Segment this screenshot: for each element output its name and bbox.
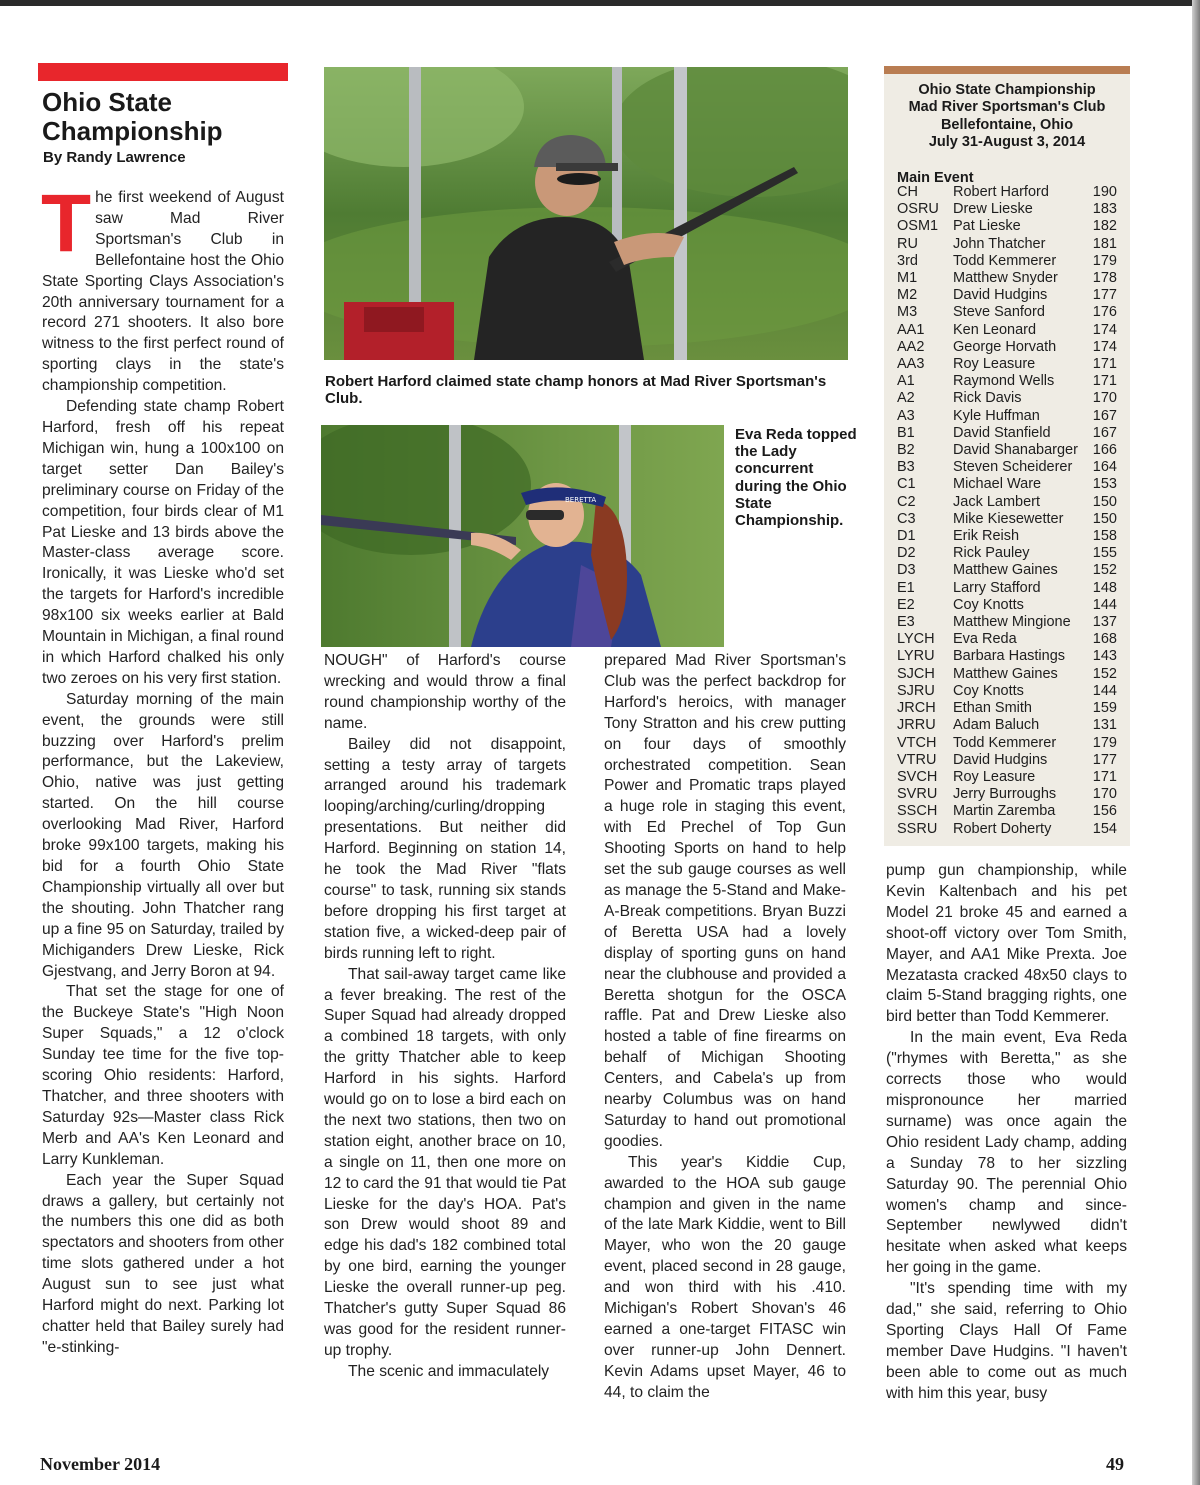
sidebar-heading: [884, 82, 1130, 152]
result-shooter: David Shanabarger: [953, 442, 1078, 459]
result-row: [897, 304, 1117, 321]
paragraph: NOUGH" of Harford's course wrecking and would throw a final round championship worthy of the name.: [324, 652, 566, 732]
result-row: [897, 494, 1117, 511]
result-class: A2: [897, 390, 915, 407]
paragraph: That set the stage for one of the Buckeye State's "High Noon Super Squads," a 12 o'clock Sunday tee time for the five top-scoring Ohio residents: Harford, Thatcher, and three shooters with Saturday 92s—Master class Rick Merb and AA's Ken Leonard and Larry Kunkleman.: [42, 983, 284, 1168]
page-top-edge: [0, 0, 1200, 6]
result-row: [897, 769, 1117, 786]
result-score: 176: [1092, 304, 1117, 321]
result-score: 170: [1092, 390, 1117, 407]
page-binding-edge: [1192, 0, 1200, 1485]
result-shooter: Larry Stafford: [953, 579, 1041, 596]
result-shooter: David Stanfield: [953, 424, 1051, 441]
result-score: 144: [1092, 682, 1117, 699]
result-class: AA3: [897, 356, 925, 373]
paragraph: In the main event, Eva Reda ("rhymes with Beretta," as she corrects those who would mispronounce her married surname) was once again the Ohio resident Lady champ, adding a Sunday 78 to her sizzling Saturday 90. The perennial Ohio women's champ and since-September newlywed didn't hesitate when asked what keeps her going in the game.: [886, 1029, 1127, 1277]
result-class: OSRU: [897, 201, 939, 218]
result-class: A3: [897, 407, 915, 424]
result-score: 164: [1092, 459, 1117, 476]
result-shooter: Michael Ware: [953, 476, 1042, 493]
result-score: 153: [1092, 476, 1117, 493]
result-shooter: Pat Lieske: [953, 218, 1021, 235]
results-sidebar: [884, 66, 1130, 846]
footer-page-number: 49: [1106, 1454, 1124, 1474]
sidebar-heading-line: Bellefontaine, Ohio: [940, 116, 1074, 133]
result-score: 179: [1092, 734, 1117, 751]
result-row: [897, 545, 1117, 562]
result-score: 174: [1092, 321, 1117, 338]
result-class: VTRU: [897, 751, 937, 768]
result-class: E3: [897, 614, 915, 631]
result-row: [897, 786, 1117, 803]
result-class: A1: [897, 373, 915, 390]
result-shooter: Jerry Burroughs: [953, 786, 1057, 803]
result-class: LYCH: [897, 631, 935, 648]
photo-caption-harford: Robert Harford claimed state champ honors at Mad River Sportsman's Club.: [325, 373, 827, 407]
result-score: 171: [1092, 373, 1117, 390]
result-row: [897, 287, 1117, 304]
result-score: 170: [1092, 786, 1117, 803]
result-shooter: Coy Knotts: [953, 596, 1024, 613]
result-class: LYRU: [897, 648, 935, 665]
result-class: B2: [897, 442, 915, 459]
result-score: 144: [1092, 596, 1117, 613]
result-shooter: David Hudgins: [953, 751, 1048, 768]
paragraph: This year's Kiddie Cup, awarded to the HOA sub gauge champion and given in the name of the late Mark Kiddie, went to Bill Mayer, who won the 20 gauge event, placed second in 28 gauge, and won third with his .410. Michigan's Robert Shovan's 46 earned a one-target FITASC win over runner-up John Dennert. Kevin Adams upset Mayer, 46 to 44, to claim the: [604, 1153, 846, 1401]
result-row: [897, 648, 1117, 665]
result-score: 152: [1092, 562, 1117, 579]
photo-eva-reda-image: [321, 425, 724, 647]
result-shooter: Roy Leasure: [953, 768, 1036, 785]
result-score: 182: [1092, 218, 1117, 235]
result-row: [897, 580, 1117, 597]
article-column-3: [604, 651, 846, 1404]
result-class: E1: [897, 579, 915, 596]
result-class: JRCH: [897, 700, 936, 717]
footer-issue: November 2014: [40, 1454, 161, 1474]
result-row: [897, 752, 1117, 769]
photo-eva-reda: [321, 425, 724, 647]
result-score: 150: [1092, 510, 1117, 527]
result-shooter: Rick Davis: [953, 390, 1022, 407]
result-score: 156: [1092, 803, 1117, 820]
result-row: [897, 322, 1117, 339]
result-row: [897, 476, 1117, 493]
title-accent-bar: [38, 63, 288, 81]
result-row: [897, 803, 1117, 820]
result-score: 137: [1092, 614, 1117, 631]
result-score: 166: [1092, 442, 1117, 459]
result-score: 152: [1092, 665, 1117, 682]
result-row: [897, 442, 1117, 459]
result-row: [897, 270, 1117, 287]
result-row: [897, 236, 1117, 253]
result-row: [897, 339, 1117, 356]
photo-caption-reda: Eva Reda topped the Lady concurrent during the Ohio State Championship.: [735, 426, 857, 530]
result-shooter: Mike Kiesewetter: [953, 510, 1064, 527]
photo-robert-harford: [324, 67, 848, 360]
result-row: [897, 821, 1117, 838]
sidebar-subheading: Main Event: [897, 169, 974, 186]
result-shooter: Raymond Wells: [953, 373, 1055, 390]
result-row: [897, 184, 1117, 201]
article-byline: By Randy Lawrence: [43, 149, 186, 166]
results-table: [897, 184, 1117, 838]
sidebar-heading-line: Mad River Sportsman's Club: [908, 99, 1106, 116]
paragraph: "It's spending time with my dad," she said, referring to Ohio Sporting Clays Hall Of Fame member Dave Hudgins. "I haven't been able to come out as much with him this year, busy: [886, 1280, 1127, 1402]
result-row: [897, 459, 1117, 476]
result-score: 150: [1092, 493, 1117, 510]
article-column-2: [324, 651, 566, 1383]
result-score: 155: [1092, 545, 1117, 562]
result-class: M1: [897, 270, 918, 287]
paragraph: pump gun championship, while Kevin Kaltenbach and his pet Model 21 broke 45 and earned a shoot-off victory over Tom Smith, Mayer, and AA1 Mike Prexta. Joe Mezatasta cracked 48x50 clays to claim 5-Stand bragging rights, one bird better than Todd Kemmerer.: [886, 862, 1127, 1026]
result-class: SJCH: [897, 665, 935, 682]
result-class: D1: [897, 528, 916, 545]
result-shooter: Ethan Smith: [953, 700, 1032, 717]
result-row: [897, 218, 1117, 235]
result-shooter: Roy Leasure: [953, 356, 1036, 373]
result-shooter: Todd Kemmerer: [953, 252, 1057, 269]
photo-robert-harford-image: [324, 67, 848, 360]
result-shooter: Matthew Gaines: [953, 562, 1058, 579]
paragraph: Saturday morning of the main event, the grounds were still buzzing over Harford's prelim performance, but the Lakeview, Ohio, native was just getting started. On the hill course overlooking Mad River, Harford broke 99x100 targets, making his bid for a fourth Ohio State Championship virtually all over but the shouting. John Thatcher rang up a fine 95 on Saturday, trailed by Michiganders Drew Lieske, Rick Gjestvang, and Jerry Boron at 94.: [42, 690, 284, 980]
result-shooter: Jack Lambert: [953, 493, 1041, 510]
result-score: 179: [1092, 252, 1117, 269]
result-row: [897, 735, 1117, 752]
result-class: AA2: [897, 338, 925, 355]
result-shooter: Eva Reda: [953, 631, 1017, 648]
sidebar-heading-line: Ohio State Championship: [918, 82, 1096, 98]
result-score: 148: [1092, 579, 1117, 596]
result-class: JRRU: [897, 717, 936, 734]
result-class: E2: [897, 596, 915, 613]
result-row: [897, 614, 1117, 631]
result-score: 183: [1092, 201, 1117, 218]
result-shooter: Drew Lieske: [953, 201, 1033, 218]
result-score: 159: [1092, 700, 1117, 717]
result-class: D3: [897, 562, 916, 579]
result-shooter: Erik Reish: [953, 528, 1020, 545]
result-class: M3: [897, 304, 918, 321]
result-shooter: George Horvath: [953, 338, 1057, 355]
result-score: 154: [1092, 820, 1117, 837]
result-shooter: Rick Pauley: [953, 545, 1030, 562]
result-shooter: John Thatcher: [953, 235, 1046, 252]
result-row: [897, 597, 1117, 614]
result-score: 181: [1092, 235, 1117, 252]
paragraph: prepared Mad River Sportsman's Club was the perfect backdrop for Harford's heroics, with manager Tony Stratton and his crew putting on four days of smoothly orchestrated competition. Sean Power and Promatic traps played a huge role in staging this event, with Ed Prechel of Top Gun Shooting Sports on hand to help set the sub gauge courses as well as manage the 5-Stand and Make-A-Break competitions. Bryan Buzzi of Beretta USA had a lovely display of sporting guns on hand near the clubhouse and provided a Beretta shotgun for the OSCA raffle. Pat and Drew Lieske also hosted a table of fine firearms on behalf of Michigan Shooting Centers, and Cabela's up from nearby Columbus was on hand Saturday to hand out promotional goodies.: [604, 652, 846, 1150]
result-row: [897, 700, 1117, 717]
result-score: 143: [1092, 648, 1117, 665]
result-score: 171: [1092, 768, 1117, 785]
result-score: 177: [1092, 287, 1117, 304]
result-class: SSCH: [897, 803, 938, 820]
sidebar-heading-line: July 31-August 3, 2014: [928, 134, 1086, 151]
result-shooter: Kyle Huffman: [953, 407, 1040, 424]
result-score: 131: [1092, 717, 1117, 734]
result-score: 167: [1092, 424, 1117, 441]
result-class: SSRU: [897, 820, 938, 837]
result-score: 168: [1092, 631, 1117, 648]
result-class: RU: [897, 235, 918, 252]
result-class: D2: [897, 545, 916, 562]
result-row: [897, 408, 1117, 425]
result-shooter: Matthew Gaines: [953, 665, 1058, 682]
result-shooter: Robert Harford: [953, 184, 1049, 200]
result-class: 3rd: [897, 252, 918, 269]
result-row: [897, 356, 1117, 373]
result-class: B3: [897, 459, 915, 476]
result-score: 167: [1092, 407, 1117, 424]
result-shooter: Steven Scheiderer: [953, 459, 1073, 476]
paragraph: Each year the Super Squad draws a gallery, but certainly not the numbers this one did as both spectators and shooters from other time slots gathered under a hot August sun to see just what Harford might do next. Parking lot chatter held that Bailey surely had "e-stinking-: [42, 1171, 284, 1356]
result-shooter: David Hudgins: [953, 287, 1048, 304]
result-class: SVRU: [897, 786, 938, 803]
result-class: C2: [897, 493, 916, 510]
result-class: M2: [897, 287, 918, 304]
result-row: [897, 683, 1117, 700]
dropcap: T: [41, 178, 92, 269]
result-row: [897, 425, 1117, 442]
result-shooter: Barbara Hastings: [953, 648, 1066, 665]
result-row: [897, 201, 1117, 218]
result-row: [897, 666, 1117, 683]
result-shooter: Matthew Mingione: [953, 614, 1071, 631]
result-row: [897, 390, 1117, 407]
article-title: Ohio State Championship: [42, 87, 223, 146]
result-score: 178: [1092, 270, 1117, 287]
result-class: AA1: [897, 321, 925, 338]
result-class: B1: [897, 424, 915, 441]
result-shooter: Adam Baluch: [953, 717, 1040, 734]
sidebar-accent-bar: [884, 66, 1130, 74]
result-row: [897, 562, 1117, 579]
result-class: C3: [897, 510, 916, 527]
result-row: [897, 631, 1117, 648]
result-row: [897, 717, 1117, 734]
result-shooter: Coy Knotts: [953, 682, 1024, 699]
result-row: [897, 528, 1117, 545]
result-score: 177: [1092, 751, 1117, 768]
result-shooter: Martin Zaremba: [953, 803, 1056, 820]
result-class: SVCH: [897, 768, 938, 785]
result-score: 171: [1092, 356, 1117, 373]
result-row: [897, 511, 1117, 528]
paragraph: Defending state champ Robert Harford, fresh off his repeat Michigan win, hung a 100x100 on target setter Dan Bailey's preliminary course on Friday of the competition, four birds clear of M1 Pat Lieske and 13 birds above the Master-class average score. Ironically, it was Lieske who'd set the targets for Harford's incredible 98x100 six weeks earlier at Bald Mountain in Michigan, a final round in which Harford chalked his only two zeroes on his very first station.: [42, 398, 284, 687]
result-score: 190: [1092, 184, 1117, 200]
result-shooter: Matthew Snyder: [953, 270, 1058, 287]
result-shooter: Steve Sanford: [953, 304, 1045, 321]
result-class: VTCH: [897, 734, 937, 751]
result-class: CH: [897, 184, 918, 200]
paragraph: Bailey did not disappoint, setting a testy array of targets arranged around his trademark looping/arching/curling/dropping presentations. But neither did Harford. Beginning on station 14, he took the Mad River "flats course" to task, running six stands before dropping his first target at station five, a wicked-deep pair of birds running left to right.: [324, 735, 566, 962]
result-class: C1: [897, 476, 916, 493]
result-row: [897, 253, 1117, 270]
result-class: SJRU: [897, 682, 935, 699]
result-row: [897, 373, 1117, 390]
paragraph: The first weekend of August saw Mad River Sportsman's Club in Bellefontaine host the Ohio State Sporting Clays Association's 20th anniversary tournament for a record 271 shooters. It also bore witness to the first perfect round of sporting clays in the state's championship competition.: [41, 178, 284, 395]
visor-brand-text: BERETTA: [565, 496, 597, 504]
result-shooter: Todd Kemmerer: [953, 734, 1057, 751]
result-class: OSM1: [897, 218, 939, 235]
article-column-1: [41, 178, 284, 1359]
paragraph: The scenic and immaculately: [348, 1362, 550, 1380]
result-shooter: Ken Leonard: [953, 321, 1037, 338]
paragraph: That sail-away target came like a fever breaking. The rest of the Super Squad had already dropped a combined 18 targets, with only the gritty Thatcher able to keep Harford in his sights. Harford would go on to lose a bird each on the next two stations, then two on station eight, another brace on 10, a single on 11, then one more on 12 to card the 91 that would tie Pat Lieske for the day's HOA. Pat's son Drew would shoot 89 and edge his dad's 182 combined total by one bird, earning the younger Lieske the overall runner-up peg. Thatcher's gutty Super Squad 86 was good for the resident runner-up trophy.: [324, 965, 566, 1359]
result-score: 174: [1092, 338, 1117, 355]
result-shooter: Robert Doherty: [953, 820, 1052, 837]
article-column-4: [886, 861, 1127, 1405]
result-score: 158: [1092, 528, 1117, 545]
